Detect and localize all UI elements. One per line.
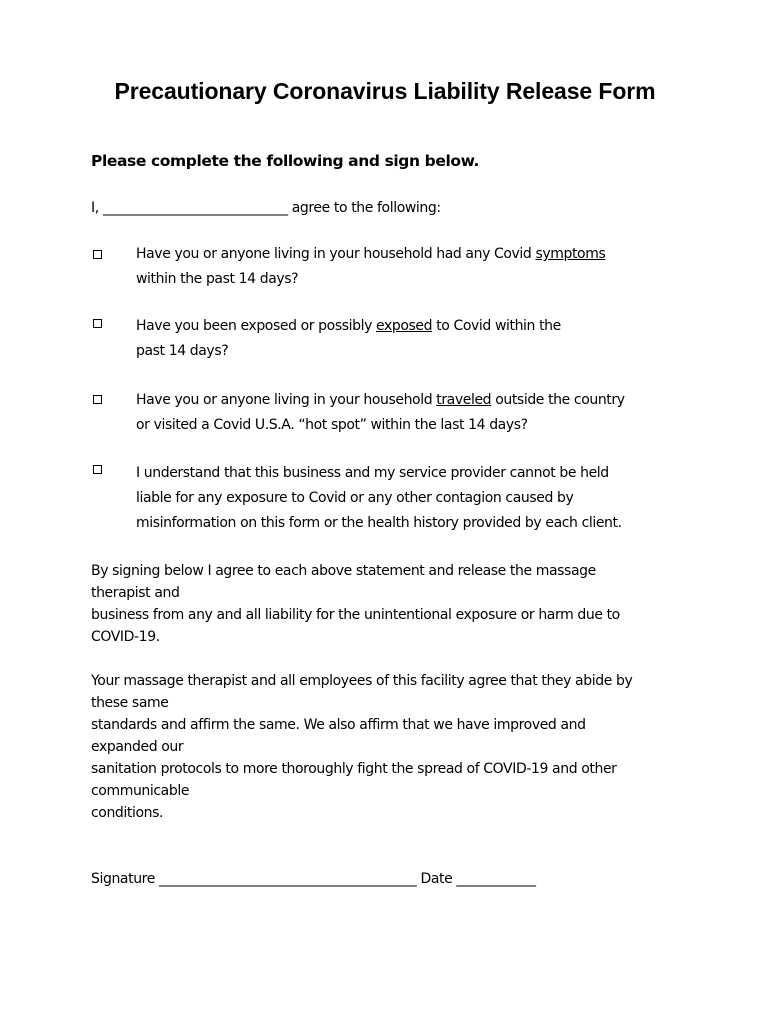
date-field[interactable]: ____________ bbox=[456, 871, 536, 887]
text-span: Have you or anyone living in your household had any Covid bbox=[136, 246, 536, 262]
name-blank[interactable]: ____________________________ bbox=[102, 200, 288, 216]
item-line-2: within the past 14 days? bbox=[136, 271, 299, 287]
paragraph-line: these same bbox=[91, 695, 169, 711]
item-line-2: liable for any exposure to Covid or any other contagion caused by bbox=[136, 490, 574, 506]
item-line-2: or visited a Covid U.S.A. “hot spot” within the last 14 days? bbox=[136, 417, 528, 433]
underlined-word: exposed bbox=[376, 318, 433, 334]
underlined-word: traveled bbox=[436, 392, 492, 408]
text-span: outside the country bbox=[491, 392, 625, 408]
paragraph-line: COVID-19. bbox=[91, 629, 160, 645]
checkbox-symptoms[interactable] bbox=[93, 250, 102, 259]
intro-suffix: agree to the following: bbox=[287, 200, 441, 216]
checkbox-exposed[interactable] bbox=[93, 319, 102, 328]
signature-label: Signature bbox=[91, 871, 159, 887]
intro-line bbox=[91, 200, 441, 216]
checkbox-liability[interactable] bbox=[93, 465, 102, 474]
release-paragraph bbox=[91, 560, 691, 648]
paragraph-line: By signing below I agree to each above statement and release the massage bbox=[91, 563, 596, 579]
signature-line bbox=[91, 871, 536, 887]
item-text bbox=[136, 314, 696, 364]
intro-prefix: I, bbox=[91, 200, 103, 216]
item-text bbox=[136, 242, 696, 292]
item-text bbox=[136, 388, 696, 438]
text-span: Have you or anyone living in your household bbox=[136, 392, 437, 408]
form-title: Precautionary Coronavirus Liability Release Form bbox=[114, 78, 656, 104]
paragraph-line: standards and affirm the same. We also affirm that we have improved and bbox=[91, 717, 586, 733]
underlined-word: symptoms bbox=[535, 246, 606, 262]
paragraph-line: expanded our bbox=[91, 739, 184, 755]
affirmation-paragraph bbox=[91, 670, 691, 824]
item-line-1 bbox=[136, 388, 696, 413]
signature-field[interactable]: _______________________________________ bbox=[159, 871, 417, 887]
checkbox-traveled[interactable] bbox=[93, 395, 102, 404]
paragraph-line: conditions. bbox=[91, 805, 164, 821]
item-line-3: misinformation on this form or the health history provided by each client. bbox=[136, 515, 622, 531]
item-line-1 bbox=[136, 242, 696, 267]
date-label: Date bbox=[416, 871, 457, 887]
text-span: Have you been exposed or possibly bbox=[136, 318, 377, 334]
paragraph-line: therapist and bbox=[91, 585, 180, 601]
form-subtitle: Please complete the following and sign below. bbox=[91, 152, 480, 170]
item-line-1 bbox=[136, 314, 696, 339]
text-span: to Covid within the bbox=[432, 318, 561, 334]
paragraph-line: business from any and all liability for the unintentional exposure or harm due to bbox=[91, 607, 620, 623]
item-line-1: I understand that this business and my service provider cannot be held bbox=[136, 465, 609, 481]
item-text bbox=[136, 461, 736, 536]
paragraph-line: Your massage therapist and all employees of this facility agree that they abide by bbox=[91, 673, 633, 689]
paragraph-line: sanitation protocols to more thoroughly fight the spread of COVID-19 and other bbox=[91, 761, 617, 777]
paragraph-line: communicable bbox=[91, 783, 190, 799]
item-line-2: past 14 days? bbox=[136, 343, 229, 359]
